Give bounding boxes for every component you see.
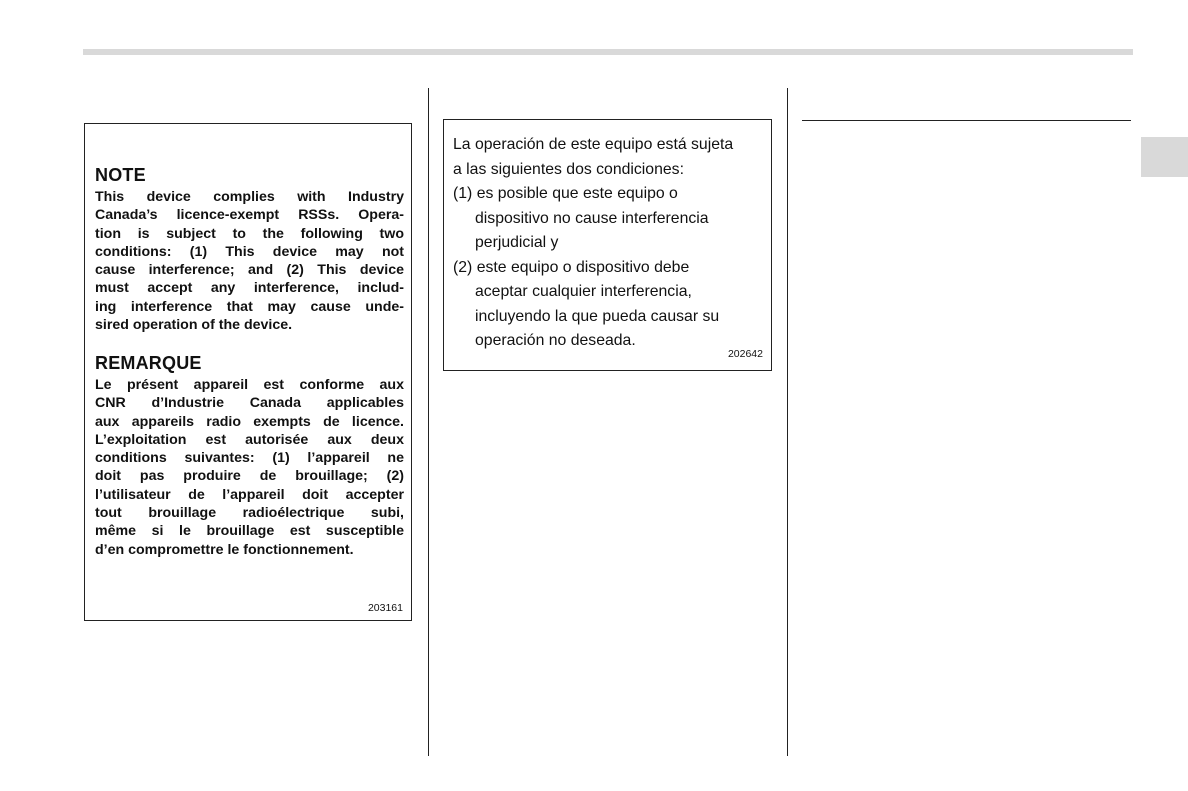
column-divider-right (787, 88, 788, 756)
note-line: cause interference; and (2) This device (95, 262, 404, 279)
remarque-line: même si le brouillage est susceptible (95, 523, 404, 540)
spanish-label-box (443, 119, 772, 371)
label-line: incluyendo la que pueda causar su (475, 308, 720, 325)
label-line: perjudicial y (475, 234, 559, 251)
header-rule (83, 49, 1133, 55)
remarque-heading: REMARQUE (95, 353, 202, 373)
label-line: (2) este equipo o dispositivo debe (453, 259, 690, 276)
note-body (95, 188, 404, 334)
note-line: This device complies with Industry (95, 189, 404, 205)
remarque-line: l’utilisateur de l’appareil doit accepter (95, 486, 404, 503)
compliance-notice-box (84, 123, 412, 621)
label-line: operación no deseada. (475, 332, 636, 349)
remarque-line: Le présent appareil est conforme aux (95, 377, 404, 393)
figure-code: 203161 (367, 602, 403, 614)
remarque-line: conditions suivantes: (1) l’appareil ne (95, 450, 404, 467)
remarque-line: doit pas produire de brouillage; (2) (95, 468, 404, 485)
note-line: ing interference that may cause unde- (95, 298, 404, 315)
column-divider-left (428, 88, 429, 756)
note-line: conditions: (1) This device may not (95, 243, 404, 260)
label-line: (1) es posible que este equipo o (453, 185, 678, 202)
remarque-line: aux appareils radio exempts de licence. (95, 413, 404, 430)
note-line: must accept any interference, includ- (95, 280, 404, 297)
remarque-line: L’exploitation est autorisée aux deux (95, 431, 404, 448)
label-line: La operación de este equipo está sujeta (453, 136, 734, 153)
remarque-body (95, 376, 404, 559)
figure-code: 202642 (727, 348, 763, 360)
remarque-line: d’en compromettre le fonctionnement. (95, 541, 354, 558)
label-line: aceptar cualquier interferencia, (475, 283, 692, 300)
remarque-line: CNR d’Industrie Canada applicables (95, 395, 404, 412)
note-line: Canada’s licence-exempt RSSs. Opera- (95, 207, 404, 224)
remarque-line: tout brouillage radioélectrique subi, (95, 505, 404, 522)
note-line: sired operation of the device. (95, 317, 293, 334)
section-rule (802, 120, 1131, 121)
note-line: tion is subject to the following two (95, 225, 404, 242)
label-line: a las siguientes dos condiciones: (453, 161, 684, 178)
chapter-tab (1141, 137, 1188, 177)
note-heading: NOTE (95, 165, 146, 185)
label-line: dispositivo no cause interferencia (475, 210, 709, 227)
